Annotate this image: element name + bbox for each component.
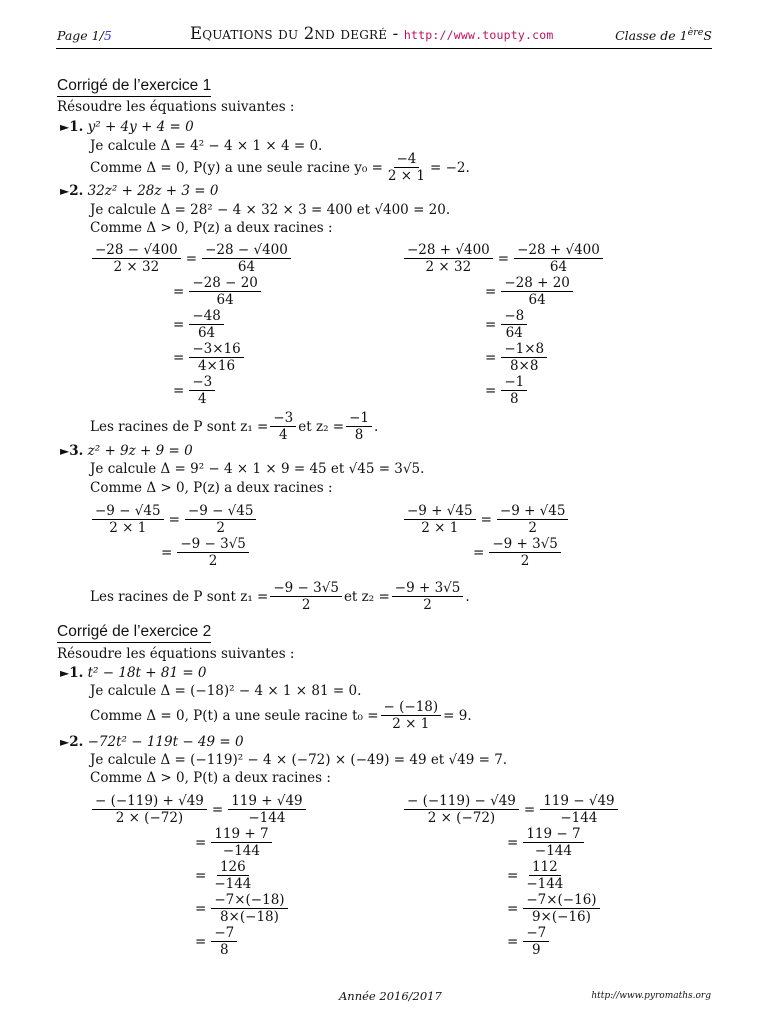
ex1-q2-right-calc: $\frac{-28 + √400}{2 \times 32}$ = $\frac{-28 + √400}{64}$ = $\frac{-28 + 20}{64}$ = $\frac{-8}{64}$ = $\frac{-1\times 8}{8\times 8}$ = $\frac{-1}{8}$ <box>402 242 605 407</box>
ex1-q3-conclusion: Les racines de P sont z₁ = $\frac{-9 - 3√5}{2}$ et z₂ = $\frac{-9 + 3√5}{2}$ . <box>90 580 470 613</box>
ex2-q1-conclusion: Comme Δ = 0, P(t) a une seule racine t₀ = $\frac{- (-18)}{2 \times 1}$ = 9. <box>90 699 472 732</box>
header-rule <box>56 48 712 49</box>
ex2-q2-calc: Je calcule Δ = (−119)² − 4 × (−72) × (−49) = 49 et √49 = 7. <box>90 752 508 768</box>
ex1-q2-left-calc: $\frac{-28 - √400}{2 \times 32}$ = $\frac{-28 - √400}{64}$ = $\frac{-28 - 20}{64}$ = $\frac{-48}{64}$ = $\frac{-3\times 16}{4\times 16}$ = $\frac{-3}{4}$ <box>90 242 293 407</box>
footer-site-link[interactable]: http://www.pyromaths.org <box>591 991 711 1001</box>
triangle-icon: ► <box>60 666 70 680</box>
ex1-q1-calc: Je calcule Δ = 4² − 4 × 1 × 4 = 0. <box>90 138 323 154</box>
page-title: Equations du 2nd degré - http://www.toupty.com <box>190 24 554 43</box>
ex1-q2-calc: Je calcule Δ = 28² − 4 × 32 × 3 = 400 et √400 = 20. <box>90 202 451 218</box>
class-label: Classe de 1èreS <box>615 26 712 43</box>
ex2-q1-equation: ►1. t² − 18t + 81 = 0 <box>60 665 207 681</box>
ex2-q2-right-calc: $\frac{- (-119) - √49}{2 \times (-72)}$ = $\frac{119 - √49}{-144}$ = $\frac{119 - 7}{-144}$ = $\frac{112}{-144}$ = $\frac{-7\times(-16)}{9\times(-16)}$ = $\frac{-7}{9}$ <box>402 793 620 958</box>
ex1-q3-left-calc: $\frac{-9 - √45}{2 \times 1}$ = $\frac{-9 - √45}{2}$ = $\frac{-9 - 3√5}{2}$ <box>90 503 258 569</box>
page-number: Page 1/5 <box>57 28 112 43</box>
ex1-intro: Résoudre les équations suivantes : <box>57 99 295 115</box>
ex2-title: Corrigé de l’exercice 2 <box>57 623 211 643</box>
ex2-q2-equation: ►2. −72t² − 119t − 49 = 0 <box>60 734 244 750</box>
footer-year: Année 2016/2017 <box>339 989 442 1003</box>
triangle-icon: ► <box>60 184 70 198</box>
triangle-icon: ► <box>60 444 70 458</box>
ex1-q3-two-roots: Comme Δ > 0, P(z) a deux racines : <box>90 480 333 496</box>
ex1-q2-equation: ►2. 32z² + 28z + 3 = 0 <box>60 183 219 199</box>
ex1-q3-calc: Je calcule Δ = 9² − 4 × 1 × 9 = 45 et √45 = 3√5. <box>90 461 425 477</box>
header-url-link[interactable]: http://www.toupty.com <box>403 28 554 42</box>
triangle-icon: ► <box>60 735 70 749</box>
ex2-intro: Résoudre les équations suivantes : <box>57 646 295 662</box>
ex1-q3-equation: ►3. z² + 9z + 9 = 0 <box>60 443 193 459</box>
triangle-icon: ► <box>60 120 70 134</box>
ex1-q3-right-calc: $\frac{-9 + √45}{2 \times 1}$ = $\frac{-9 + √45}{2}$ = $\frac{-9 + 3√5}{2}$ <box>402 503 570 569</box>
ex2-q1-calc: Je calcule Δ = (−18)² − 4 × 1 × 81 = 0. <box>90 683 362 699</box>
ex1-q1-equation: ►1. y² + 4y + 4 = 0 <box>60 119 194 135</box>
ex1-q2-two-roots: Comme Δ > 0, P(z) a deux racines : <box>90 220 333 236</box>
page-total-link[interactable]: 5 <box>103 28 112 43</box>
ex2-q2-left-calc: $\frac{- (-119) + √49}{2 \times (-72)}$ = $\frac{119 + √49}{-144}$ = $\frac{119 + 7}{-144}$ = $\frac{126}{-144}$ = $\frac{-7\times(-18)}{8\times(-18)}$ = $\frac{-7}{8}$ <box>90 793 308 958</box>
ex1-title: Corrigé de l’exercice 1 <box>57 77 211 97</box>
ex1-q2-conclusion: Les racines de P sont z₁ = $\frac{-3}{4}$ et z₂ = $\frac{-1}{8}$ . <box>90 410 379 443</box>
ex2-q2-two-roots: Comme Δ > 0, P(t) a deux racines : <box>90 770 331 786</box>
ex1-q1-conclusion: Comme Δ = 0, P(y) a une seule racine y₀ = $\frac{-4}{2 \times 1}$ = −2. <box>90 151 470 184</box>
